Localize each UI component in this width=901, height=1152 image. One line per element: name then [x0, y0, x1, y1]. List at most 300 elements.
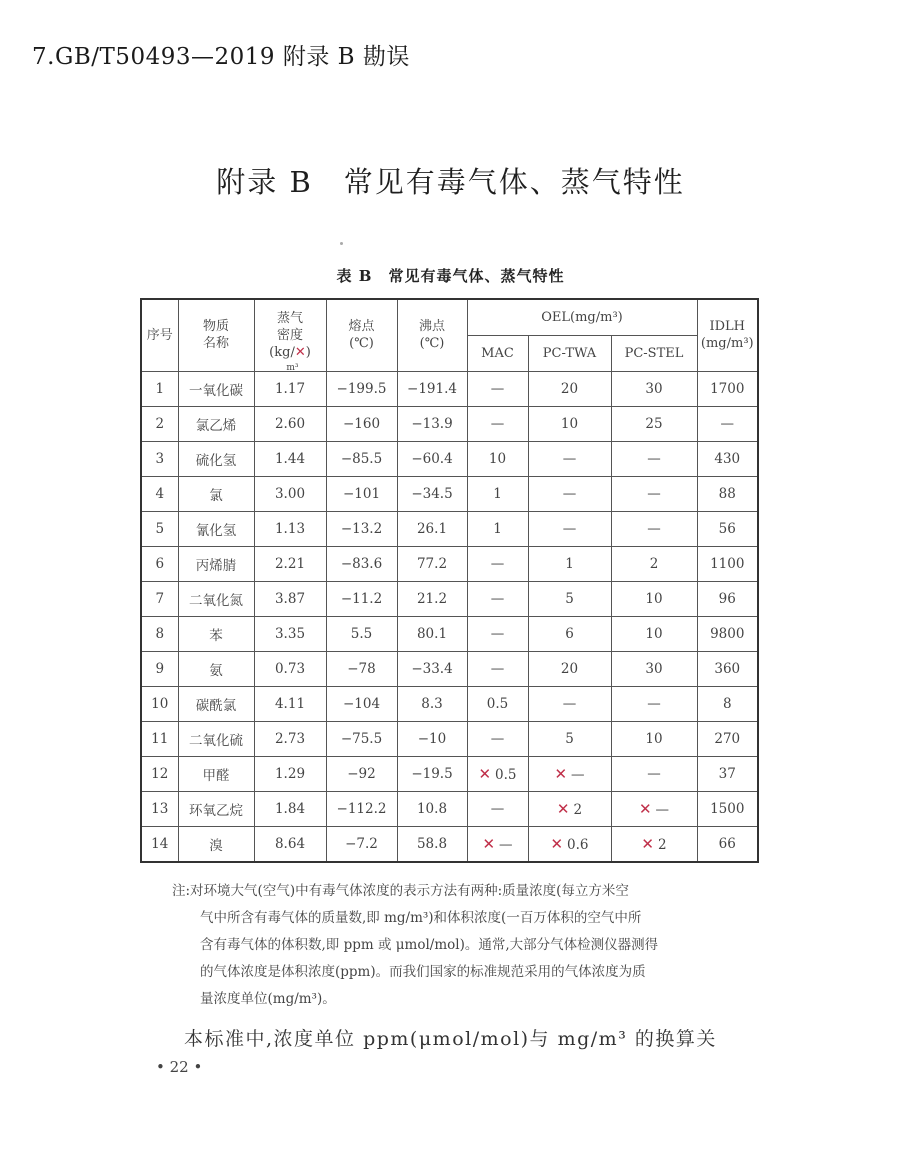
cell-pc-stel [611, 371, 697, 406]
cell-mac-value: — [490, 415, 505, 432]
header-boiling-line1: 沸点 [418, 319, 445, 335]
cell-index [141, 406, 178, 441]
cell-substance-value: 氯乙烯 [195, 417, 237, 434]
cell-mac-value: 0.5 [495, 766, 517, 783]
density-unit-close: ) [305, 344, 311, 360]
cell-substance [178, 476, 254, 511]
correction-cross-icon: ✕ [482, 834, 496, 853]
cell-melting-point-value: −7.2 [345, 835, 378, 852]
cell-index [141, 721, 178, 756]
table-row [141, 756, 758, 791]
cell-pc-stel [611, 406, 697, 441]
cell-substance [178, 616, 254, 651]
cell-boiling-point-value: 58.8 [416, 835, 448, 852]
cell-pc-stel-value: — [647, 520, 661, 537]
cell-pc-stel-value: 2 [657, 836, 667, 853]
cell-substance [178, 371, 254, 406]
cell-boiling-point-value: 21.2 [416, 590, 448, 607]
cell-index-value: 1 [155, 380, 165, 397]
cell-idlh [697, 791, 758, 826]
cell-pc-stel [611, 581, 697, 616]
cell-pc-stel [611, 686, 697, 721]
cell-density [254, 371, 326, 406]
cell-pc-twa [528, 686, 611, 721]
cell-mac-value: 1 [493, 485, 502, 502]
cell-idlh [697, 686, 758, 721]
scan-speck [340, 242, 343, 245]
cell-boiling-point-value: −13.9 [411, 415, 453, 432]
cell-boiling-point [397, 511, 467, 546]
cell-density [254, 686, 326, 721]
cell-substance [178, 826, 254, 862]
cell-pc-twa [528, 441, 611, 476]
cell-mac-value: — [490, 660, 505, 677]
cell-pc-stel-value: 25 [645, 415, 663, 432]
cell-melting-point [326, 651, 397, 686]
cell-pc-twa [528, 511, 611, 546]
density-unit-open: (kg/ [269, 344, 295, 360]
cell-density [254, 756, 326, 791]
cell-pc-stel-value: 10 [645, 730, 663, 747]
cell-mac [467, 546, 528, 581]
cell-density-value: 1.44 [274, 450, 306, 467]
cell-idlh-value: 360 [714, 660, 741, 677]
header-name-line1: 物质 [202, 319, 229, 335]
cell-boiling-point [397, 616, 467, 651]
cell-mac [467, 581, 528, 616]
cell-mac [467, 476, 528, 511]
cell-substance [178, 441, 254, 476]
cell-pc-stel [611, 791, 697, 826]
cell-boiling-point-value: −34.5 [411, 485, 453, 502]
table-row [141, 406, 758, 441]
cell-substance [178, 546, 254, 581]
cell-pc-twa-value: 0.6 [567, 836, 589, 853]
cell-mac-value: — [499, 836, 513, 853]
cell-idlh [697, 756, 758, 791]
cell-pc-stel-value: — [647, 695, 661, 712]
cell-melting-point [326, 791, 397, 826]
cell-melting-point [326, 441, 397, 476]
cell-melting-point [326, 476, 397, 511]
cell-density [254, 616, 326, 651]
cell-pc-twa-value: 1 [565, 555, 574, 572]
cell-index-value: 6 [155, 555, 165, 572]
cell-index-value: 11 [151, 730, 169, 747]
table-row [141, 371, 758, 406]
cell-density-value: 8.64 [274, 835, 306, 852]
cell-boiling-point [397, 756, 467, 791]
cell-melting-point [326, 686, 397, 721]
cell-pc-twa-value: 5 [565, 590, 574, 607]
cell-substance [178, 721, 254, 756]
cell-pc-twa-value: — [562, 485, 577, 502]
cell-mac [467, 651, 528, 686]
cell-index [141, 441, 178, 476]
cell-pc-twa [528, 651, 611, 686]
cell-idlh-value: 430 [714, 450, 741, 467]
table-row [141, 546, 758, 581]
cell-pc-stel-value: — [647, 485, 661, 502]
cell-index-value: 8 [155, 625, 165, 642]
cell-pc-twa [528, 476, 611, 511]
cell-index [141, 616, 178, 651]
header-idlh [697, 299, 758, 371]
cell-pc-stel [611, 756, 697, 791]
cell-idlh [697, 511, 758, 546]
cell-melting-point-value: −160 [342, 415, 381, 432]
cell-boiling-point [397, 651, 467, 686]
correction-cross-icon: ✕ [478, 764, 492, 783]
cell-melting-point-value: −75.5 [340, 730, 383, 747]
cell-pc-twa [528, 546, 611, 581]
cell-pc-twa [528, 581, 611, 616]
table-row [141, 441, 758, 476]
cell-boiling-point-value: −10 [417, 730, 447, 747]
cell-density [254, 791, 326, 826]
cell-index-value: 12 [151, 765, 169, 782]
cell-boiling-point [397, 826, 467, 862]
header-oel: OEL(mg/m³) [467, 299, 697, 335]
cell-boiling-point-value: −33.4 [411, 660, 453, 677]
cell-substance-value: 溴 [209, 837, 223, 854]
cell-substance-value: 二氧化硫 [189, 732, 243, 749]
cell-substance [178, 756, 254, 791]
cell-substance-value: 碳酰氯 [195, 697, 237, 714]
correction-cross-icon: ✕ [550, 834, 564, 853]
cell-density-value: 2.73 [274, 730, 306, 747]
cell-substance-value: 丙烯腈 [195, 557, 237, 574]
cell-index-value: 3 [155, 450, 165, 467]
cell-index [141, 511, 178, 546]
cell-mac-value: 1 [493, 520, 502, 537]
erratum-caption: 7.GB/T50493—2019 附录 B 勘误 [32, 44, 410, 70]
cell-index [141, 546, 178, 581]
note-line: 的气体浓度是体积浓度(ppm)。而我们国家的标准规范采用的气体浓度为质 [200, 964, 646, 980]
cell-melting-point-value: −101 [342, 485, 381, 502]
table-row [141, 721, 758, 756]
cell-boiling-point [397, 406, 467, 441]
cell-substance [178, 791, 254, 826]
cell-idlh-value: 88 [718, 485, 736, 502]
cell-idlh [697, 476, 758, 511]
density-unit-correction: m³ [286, 362, 299, 373]
header-density-line1: 蒸气 [276, 310, 303, 326]
cell-mac [467, 406, 528, 441]
cell-pc-stel [611, 511, 697, 546]
cell-boiling-point-value: 77.2 [416, 555, 448, 572]
cell-index-value: 9 [155, 660, 165, 677]
cell-density-value: 1.17 [274, 380, 306, 397]
table-row [141, 826, 758, 862]
cell-pc-twa-value: 2 [573, 801, 583, 818]
cell-mac [467, 686, 528, 721]
cell-melting-point-value: −13.2 [340, 520, 383, 537]
cell-pc-twa-value: — [562, 450, 577, 467]
body-paragraph: 本标准中,浓度单位 ppm(μmol/mol)与 mg/m³ 的换算关 [184, 1028, 717, 1050]
appendix-title: 附录 B 常见有毒气体、蒸气特性 [216, 165, 685, 199]
cell-mac-value: — [490, 380, 505, 397]
table-title: 表 B 常见有毒气体、蒸气特性 [336, 267, 565, 285]
cell-melting-point-value: −83.6 [340, 555, 383, 572]
cell-substance-value: 氨 [209, 662, 223, 679]
cell-boiling-point-value: 8.3 [421, 695, 443, 712]
cell-mac [467, 441, 528, 476]
cell-boiling-point [397, 476, 467, 511]
cell-index-value: 7 [155, 590, 165, 607]
header-index: 序号 [141, 299, 178, 371]
cell-boiling-point [397, 791, 467, 826]
cell-density [254, 546, 326, 581]
correction-cross-icon: ✕ [638, 799, 652, 818]
cell-boiling-point-value: 10.8 [416, 800, 448, 817]
cell-pc-twa [528, 826, 611, 862]
header-density [254, 299, 326, 371]
table-row [141, 651, 758, 686]
cell-boiling-point [397, 721, 467, 756]
cell-substance-value: 环氧乙烷 [189, 802, 243, 819]
table-row [141, 476, 758, 511]
cell-mac-value: — [490, 625, 505, 642]
cell-index [141, 686, 178, 721]
cell-boiling-point-value: 80.1 [416, 625, 448, 642]
cell-substance-value: 甲醛 [202, 767, 230, 784]
cell-melting-point [326, 826, 397, 862]
cell-index-value: 4 [155, 485, 165, 502]
cell-melting-point [326, 581, 397, 616]
cell-melting-point [326, 546, 397, 581]
cell-boiling-point-value: −19.5 [411, 765, 453, 782]
cell-mac-value: 10 [488, 450, 507, 467]
correction-cross-icon: ✕ [641, 834, 654, 853]
cell-substance-value: 一氧化碳 [189, 382, 243, 399]
cell-boiling-point-value: 26.1 [416, 520, 448, 537]
cell-pc-stel [611, 651, 697, 686]
cell-density-value: 0.73 [274, 660, 306, 677]
cell-density [254, 441, 326, 476]
cell-pc-stel-value: 2 [649, 555, 659, 572]
cell-mac-value: 0.5 [486, 695, 509, 712]
cell-boiling-point [397, 581, 467, 616]
cell-melting-point [326, 371, 397, 406]
cell-density-value: 3.00 [274, 485, 306, 502]
cell-pc-stel-value: 30 [645, 660, 663, 677]
page-number: • 22 • [156, 1058, 203, 1076]
cell-idlh [697, 616, 758, 651]
cell-melting-point [326, 721, 397, 756]
cell-mac [467, 791, 528, 826]
header-name [178, 299, 254, 371]
cell-mac-value: — [490, 590, 505, 607]
cell-pc-stel-value: — [655, 801, 670, 818]
cell-index-value: 13 [151, 800, 169, 817]
cell-idlh [697, 406, 758, 441]
cell-index-value: 10 [151, 695, 169, 712]
cell-index-value: 5 [155, 520, 165, 537]
cell-substance-value: 硫化氢 [195, 452, 237, 469]
cell-pc-twa-value: 10 [560, 415, 579, 432]
cell-idlh [697, 826, 758, 862]
header-melting-unit: (℃) [349, 336, 374, 352]
cell-idlh-value: — [720, 415, 734, 432]
cell-density-value: 3.35 [274, 625, 306, 642]
cell-melting-point-value: −85.5 [340, 450, 383, 467]
cell-melting-point-value: −78 [347, 660, 376, 677]
header-melting [326, 299, 397, 371]
cell-density [254, 511, 326, 546]
cell-mac-value: — [490, 555, 505, 572]
cell-pc-stel [611, 441, 697, 476]
header-density-unit [255, 344, 326, 361]
cell-mac-value: — [490, 730, 505, 747]
cell-substance-value: 氰化氢 [195, 522, 237, 539]
cell-density-value: 1.29 [274, 765, 306, 782]
cell-idlh [697, 546, 758, 581]
cell-boiling-point-value: −60.4 [411, 450, 453, 467]
cell-idlh-value: 8 [722, 695, 732, 712]
cell-density-value: 2.21 [274, 555, 306, 572]
cell-pc-stel-value: — [647, 450, 661, 467]
header-melting-line1: 熔点 [348, 319, 375, 335]
correction-cross-icon: ✕ [554, 764, 568, 783]
header-boiling-unit: (℃) [419, 336, 445, 352]
cell-idlh-value: 96 [718, 590, 736, 607]
cell-index [141, 756, 178, 791]
note-line: 含有毒气体的体积数,即 ppm 或 μmol/mol)。通常,大部分气体检测仪器测得 [200, 937, 659, 953]
cell-density [254, 476, 326, 511]
table-notes [172, 878, 772, 1013]
cell-melting-point-value: −11.2 [340, 590, 383, 607]
cell-idlh-value: 56 [718, 520, 736, 537]
correction-cross-icon: ✕ [556, 799, 570, 818]
cell-melting-point-value: −104 [342, 695, 381, 712]
cell-index [141, 371, 178, 406]
cell-pc-twa-value: 20 [560, 380, 579, 397]
cell-index-value: 14 [151, 835, 169, 852]
cell-pc-stel-value: 10 [645, 625, 663, 642]
note-line: 量浓度单位(mg/m³)。 [200, 991, 336, 1007]
table-row [141, 791, 758, 826]
cell-pc-twa [528, 406, 611, 441]
cell-boiling-point [397, 546, 467, 581]
cell-melting-point [326, 406, 397, 441]
cell-pc-twa-value: — [571, 766, 585, 783]
cell-pc-stel-value: 10 [645, 590, 663, 607]
cell-pc-stel-value: 30 [645, 380, 663, 397]
cell-idlh-value: 1100 [710, 555, 745, 572]
cell-idlh [697, 721, 758, 756]
header-name-line2: 名称 [202, 336, 229, 352]
cell-melting-point-value: −199.5 [336, 380, 387, 397]
cell-idlh-value: 37 [718, 765, 736, 782]
cell-pc-stel [611, 826, 697, 862]
cell-mac-value: — [490, 800, 505, 817]
table-row [141, 511, 758, 546]
cell-idlh-value: 66 [718, 835, 736, 852]
cell-density-value: 1.13 [274, 520, 306, 537]
cell-idlh-value: 9800 [710, 625, 745, 642]
cell-substance-value: 二氧化氮 [189, 592, 243, 609]
cell-idlh-value: 270 [714, 730, 741, 747]
cell-melting-point [326, 511, 397, 546]
cell-substance [178, 406, 254, 441]
cell-pc-stel [611, 721, 697, 756]
cell-pc-twa-value: 5 [565, 730, 574, 747]
cell-idlh-value: 1500 [710, 800, 745, 817]
cell-mac [467, 511, 528, 546]
cell-density [254, 721, 326, 756]
table-row [141, 686, 758, 721]
cell-density [254, 651, 326, 686]
cell-index [141, 791, 178, 826]
cell-density-value: 2.60 [274, 415, 306, 432]
cell-pc-twa [528, 616, 611, 651]
note-line: 气中所含有毒气体的质量数,即 mg/m³)和体积浓度(一百万体积的空气中所 [200, 910, 642, 926]
header-mac: MAC [467, 335, 528, 371]
cell-mac [467, 721, 528, 756]
cell-index [141, 826, 178, 862]
cell-boiling-point [397, 371, 467, 406]
cell-density-value: 1.84 [274, 800, 306, 817]
cell-pc-stel-value: — [647, 765, 661, 782]
header-boiling [397, 299, 467, 371]
cell-pc-twa [528, 371, 611, 406]
cell-pc-twa [528, 756, 611, 791]
cell-idlh-value: 1700 [710, 380, 745, 397]
cell-boiling-point [397, 686, 467, 721]
cell-idlh [697, 581, 758, 616]
cell-idlh [697, 371, 758, 406]
table-row [141, 581, 758, 616]
table-row [141, 616, 758, 651]
cell-substance [178, 651, 254, 686]
cell-substance-value: 苯 [209, 627, 223, 644]
header-pc-stel: PC-STEL [611, 335, 697, 371]
cell-boiling-point-value: −191.4 [407, 380, 457, 397]
toxic-gas-table [140, 298, 759, 863]
cell-mac [467, 826, 528, 862]
cell-pc-twa [528, 791, 611, 826]
cell-melting-point-value: 5.5 [350, 625, 373, 642]
cell-pc-twa-value: — [562, 520, 577, 537]
cell-pc-twa [528, 721, 611, 756]
cell-mac [467, 371, 528, 406]
cell-index [141, 476, 178, 511]
cell-melting-point [326, 756, 397, 791]
note-line: 注:对环境大气(空气)中有毒气体浓度的表示方法有两种:质量浓度(每立方米空 [172, 883, 629, 899]
cell-substance [178, 686, 254, 721]
cell-index [141, 581, 178, 616]
cell-idlh [697, 441, 758, 476]
cell-mac [467, 616, 528, 651]
cell-index [141, 651, 178, 686]
cell-density [254, 581, 326, 616]
cell-density-value: 4.11 [274, 695, 306, 712]
cell-substance-value: 氯 [209, 487, 223, 504]
header-idlh-line1: IDLH [709, 319, 746, 335]
cell-pc-twa-value: 6 [565, 625, 574, 642]
cell-melting-point-value: −112.2 [336, 800, 387, 817]
cell-pc-twa-value: 20 [560, 660, 579, 677]
cell-melting-point [326, 616, 397, 651]
cell-pc-stel [611, 616, 697, 651]
header-pc-twa: PC-TWA [528, 335, 611, 371]
cell-boiling-point [397, 441, 467, 476]
cell-pc-stel [611, 476, 697, 511]
cell-pc-stel [611, 546, 697, 581]
cell-mac [467, 756, 528, 791]
cell-index-value: 2 [155, 415, 165, 432]
